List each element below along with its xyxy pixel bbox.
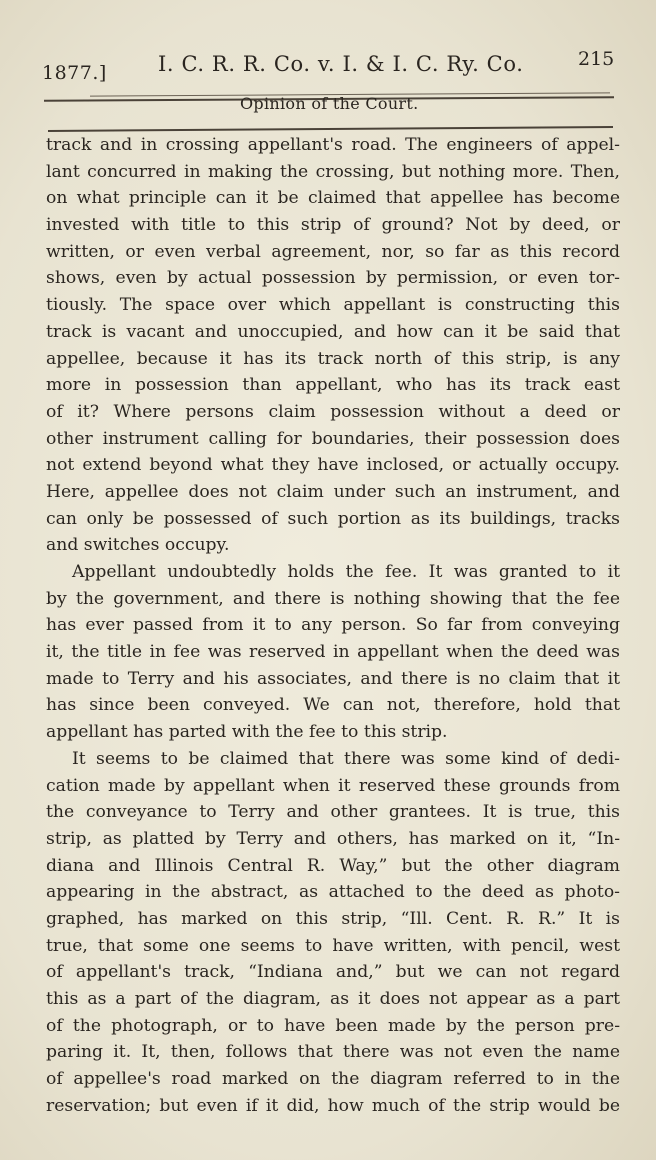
text-line: has ever passed from it to any person. So far from conveying xyxy=(46,615,620,636)
text-line: appellee, because it has its track north of this strip, is any xyxy=(46,348,620,369)
text-line: Appellant undoubtedly holds the fee. It was granted to it xyxy=(72,562,620,582)
text-line: made to Terry and his associates, and there is no claim that it xyxy=(46,668,620,689)
text-line: reservation; but even if it did, how much of the strip would be xyxy=(46,1095,620,1116)
text-line: can only be possessed of such portion as its buildings, tracks xyxy=(46,508,620,529)
text-line: of the photograph, or to have been made by the person pre- xyxy=(46,1015,620,1036)
text-line: appellant has parted with the fee to this strip. xyxy=(46,722,448,743)
text-line: shows, even by actual possession by permission, or even tor- xyxy=(46,268,620,289)
text-line: other instrument calling for boundaries, their possession does xyxy=(46,428,620,449)
text-line: it, the title in fee was reserved in appellant when the deed was xyxy=(46,642,620,663)
text-line: appearing in the abstract, as attached to the deed as photo- xyxy=(46,882,620,903)
text-line: has since been conveyed. We can not, therefore, hold that xyxy=(46,695,620,716)
text-line: Here, appellee does not claim under such an instrument, and xyxy=(46,481,620,502)
text-line: lant concurred in making the crossing, but nothing more. Then, xyxy=(46,161,620,182)
text-line: by the government, and there is nothing showing that the fee xyxy=(46,588,620,609)
text-line: not extend beyond what they have inclosed, or actually occupy. xyxy=(46,455,620,476)
text-line: cation made by appellant when it reserved these grounds from xyxy=(46,775,620,796)
text-line: written, or even verbal agreement, nor, so far as this record xyxy=(46,241,620,262)
text-line: and switches occupy. xyxy=(46,535,230,556)
text-line: tiously. The space over which appellant is constructing this xyxy=(46,295,620,316)
text-line: more in possession than appellant, who has its track east xyxy=(46,375,620,396)
text-line: graphed, has marked on this strip, “Ill. Cent. R. R.” It is xyxy=(46,908,620,929)
text-line: paring it. It, then, follows that there was not even the name xyxy=(46,1042,620,1063)
text-line: of appellee's road marked on the diagram referred to in the xyxy=(46,1069,620,1090)
text-line: true, that some one seems to have written, with pencil, west xyxy=(46,935,620,956)
text-line: this as a part of the diagram, as it does not appear as a part xyxy=(46,989,620,1009)
text-line: track and in crossing appellant's road. The engineers of appel- xyxy=(46,135,620,155)
text-line: the conveyance to Terry and other grantees. It is true, this xyxy=(46,802,620,823)
text-line: track is vacant and unoccupied, and how can it be said that xyxy=(46,321,620,342)
section-heading: Opinion of the Court. xyxy=(240,94,419,113)
text-line: on what principle can it be claimed that appellee has become xyxy=(46,188,620,209)
text-line: It seems to be claimed that there was some kind of dedi- xyxy=(72,748,620,769)
text-line: of appellant's track, “Indiana and,” but we can not regard xyxy=(46,962,620,983)
text-line: invested with title to this strip of ground? Not by deed, or xyxy=(46,215,620,236)
opinion-text xyxy=(46,132,620,1119)
text-line: of it? Where persons claim possession without a deed or xyxy=(46,401,620,422)
running-head: I. C. R. R. Co. v. I. & I. C. Ry. Co. xyxy=(158,52,524,76)
year-marker: 1877.] xyxy=(42,62,107,84)
page-number: 215 xyxy=(578,48,615,70)
text-line: strip, as platted by Terry and others, has marked on it, “In- xyxy=(46,828,620,849)
text-line: diana and Illinois Central R. Way,” but the other diagram xyxy=(46,855,620,876)
